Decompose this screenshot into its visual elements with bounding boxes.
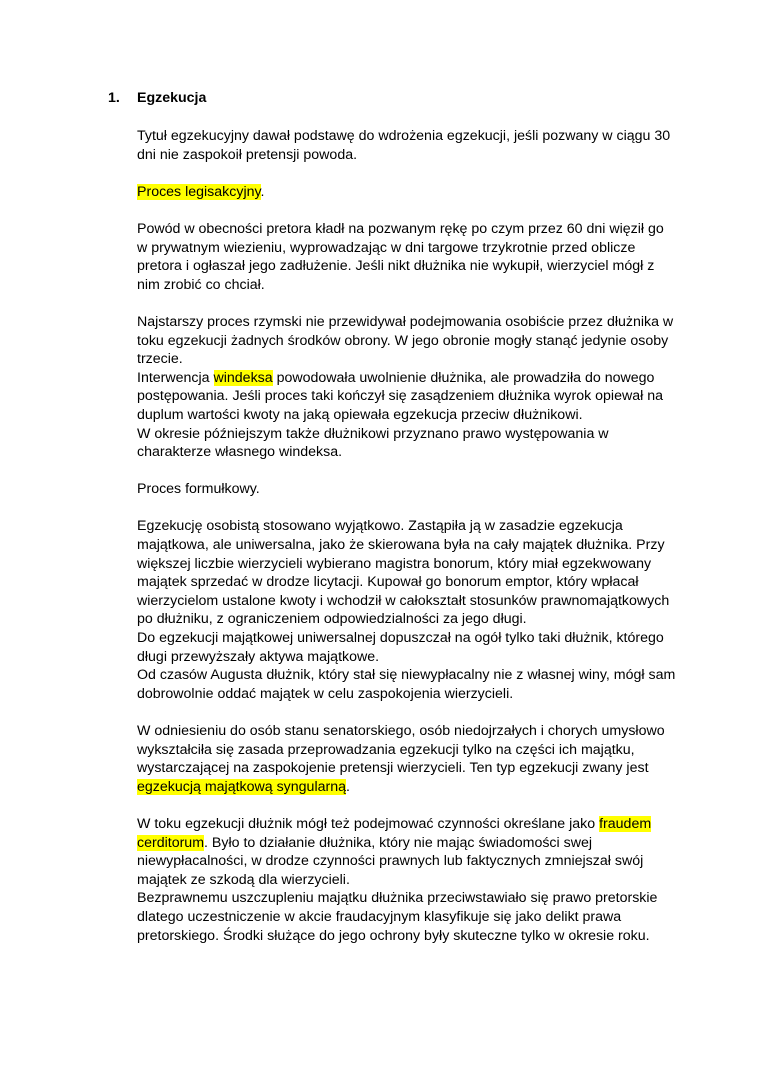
heading-title: Egzekucja xyxy=(137,90,207,106)
text-segment: W odniesieniu do osób stanu senatorskiego, osób niedojrzałych i chorych umysłowo wykształciła się zasada przeprowadzania egzekucji tylko na części ich majątku, wystarczającej na zaspokojenie pretensji wierzycieli. Ten typ egzekucji zwany jest xyxy=(137,723,665,777)
text-segment: powodowała uwolnienie dłużnika, ale prowadziła do nowego postępowania. Jeśli proces taki kończył się zasądzeniem dłużnika wyrok opiewał na duplum wartości kwoty na jaką opiewała egzekucja przeciw dłużnikowi. xyxy=(137,369,663,423)
text-segment: . xyxy=(260,183,265,200)
paragraph-legis-actio xyxy=(137,183,677,202)
text-segment: . xyxy=(346,778,350,795)
paragraph-formulary-process: Proces formułkowy. xyxy=(137,481,260,498)
highlight-egzekucja-syngularna: egzekucją majątkową syngularną xyxy=(137,778,346,795)
text-segment: . Było to działanie dłużnika, który nie mając świadomości swej niewypłacalności, w drodze czynności prawnych lub faktycznych zmniejszał swój majątek ze szkodą dla wierzycieli. xyxy=(137,834,644,888)
highlight-proces-legisakcyjny: Proces legisakcyjny xyxy=(137,183,261,200)
paragraph-execution-title: Tytuł egzekucyjny dawał podstawę do wdrożenia egzekucji, jeśli pozwany w ciągu 30 dni nie zaspokoił pretensji powoda. xyxy=(137,128,671,163)
paragraph-property-execution: Egzekucję osobistą stosowano wyjątkowo. Zastąpiła ją w zasadzie egzekucja majątkowa, ale uniwersalna, jako że skierowana była na cały majątek dłużnika. Przy większej liczbie wierzycieli wybierano magistra bonorum, który miał egzekwowany majątek sprzedać w drodze licytacji. Kupował go bonorum emptor, który wpłacał wierzycielom ustalone kwoty i wchodził w całokształt stosunków prawnomajątkowych po dłużniku, z ograniczeniem odpowiedzialności za jego długi. xyxy=(137,518,670,628)
paragraph-praetorian-law: Bezprawnemu uszczupleniu majątku dłużnika przeciwstawiało się prawo pretorskie dlatego uczestniczenie w akcie fraudacyjnym klasyfikuje się jako delikt prawa pretorskiego. Środki służące do jego ochrony były skuteczne tylko w okresie roku. xyxy=(137,890,658,944)
text-segment: Interwencja xyxy=(137,369,214,386)
section-heading xyxy=(108,89,206,108)
paragraph-no-defense: Najstarszy proces rzymski nie przewidywał podejmowania osobiście przez dłużnika w toku egzekucji żadnych środków obrony. W jego obronie mogły stanąć jedynie osoby trzecie. xyxy=(137,313,674,368)
highlight-windeksa: windeksa xyxy=(213,369,273,386)
paragraph-vindex xyxy=(137,369,677,425)
paragraph-augustus: Od czasów Augusta dłużnik, który stał się niewypłacalny nie z własnej winy, mógł sam dobrowolnie oddać majątek w celu zaspokojenia wierzycieli. xyxy=(137,667,676,702)
text-segment: W toku egzekucji dłużnik mógł też podejmować czynności określane jako xyxy=(137,815,600,832)
heading-number: 1. xyxy=(108,90,120,106)
highlight-fraudem-cerditorum: fraudem cerditorum xyxy=(137,815,652,851)
paragraph-imprisonment: Powód w obecności pretora kładł na pozwanym rękę po czym przez 60 dni więził go w prywatnym wiezieniu, wyprowadzając w dni targowe trzykrotnie przed oblicze pretora i ogłaszał jego zadłużenie. Jeśli nikt dłużnika nie wykupił, wierzyciel mógł z nim zrobić co chciał. xyxy=(137,220,664,293)
paragraph-own-vindex: W okresie późniejszym także dłużnikowi przyznano prawo występowania w charakterze własnego windeksa. xyxy=(137,425,609,461)
paragraph-universal-execution: Do egzekucji majątkowej uniwersalnej dopuszczał na ogół tylko taki dłużnik, którego długi przewyższały aktywa majątkowe. xyxy=(137,630,664,665)
paragraph-fraudem xyxy=(137,815,677,889)
paragraph-singular-execution xyxy=(137,722,677,796)
document-body xyxy=(137,127,677,945)
